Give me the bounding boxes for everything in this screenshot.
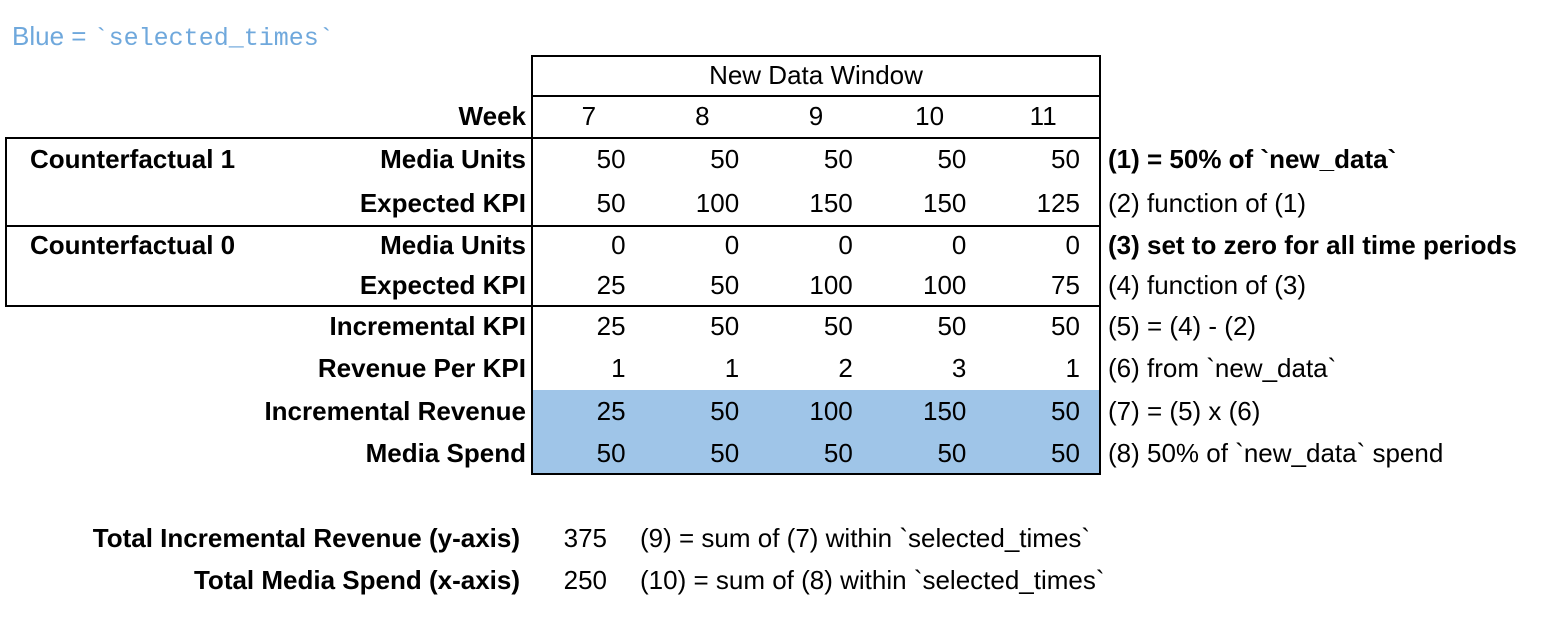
data-cell: 0 [1065, 230, 1080, 260]
data-window-box [531, 55, 1101, 475]
row-label: Expected KPI [359, 188, 526, 218]
border-under-counterfactual0 [5, 305, 1101, 307]
data-cell: 150 [922, 396, 967, 426]
data-cell: 50 [823, 438, 853, 468]
data-cell: 100 [922, 270, 967, 300]
data-cell: 50 [710, 270, 740, 300]
data-cell: 50 [937, 144, 967, 174]
data-cell: 50 [1051, 144, 1080, 174]
week-header: 8 [695, 101, 710, 131]
group-label-counterfactual-1: Counterfactual 1 [30, 144, 236, 174]
row-label: Media Spend [365, 438, 526, 468]
data-cell: 2 [838, 353, 853, 383]
week-label: Week [458, 101, 526, 131]
data-cell: 50 [937, 311, 967, 341]
total-label: Total Incremental Revenue (y-axis) [92, 523, 520, 553]
data-cell: 50 [710, 396, 740, 426]
data-cell: 50 [596, 144, 626, 174]
row-label: Media Units [380, 144, 526, 174]
data-cell: 50 [823, 144, 853, 174]
data-cell: 50 [710, 311, 740, 341]
data-cell: 0 [838, 230, 853, 260]
week-header: 9 [808, 101, 824, 131]
legend-prefix: Blue = [12, 21, 94, 51]
border-under-week-row [5, 137, 1101, 139]
data-cell: 150 [809, 188, 853, 218]
data-cell: 50 [710, 144, 740, 174]
total-note: (10) = sum of (8) within `selected_times` [640, 565, 1105, 595]
legend [12, 18, 334, 54]
border-left-counterfactual-box [5, 137, 7, 307]
total-value: 250 [563, 565, 607, 595]
legend-code: `selected_times` [93, 24, 334, 53]
data-cell: 1 [1065, 353, 1080, 383]
total-row [0, 559, 1544, 601]
data-cell: 50 [1051, 311, 1080, 341]
data-window-title: New Data Window [709, 60, 923, 90]
row-note: (2) function of (1) [1108, 188, 1306, 218]
data-cell: 50 [596, 438, 626, 468]
week-header: 7 [581, 101, 597, 131]
total-label: Total Media Spend (x-axis) [193, 565, 520, 595]
total-note: (9) = sum of (7) within `selected_times` [640, 523, 1091, 553]
data-cell: 25 [596, 270, 626, 300]
border-under-window-title [531, 95, 1101, 97]
data-cell: 50 [1051, 396, 1080, 426]
data-cell: 0 [951, 230, 967, 260]
row-note: (1) = 50% of `new_data` [1108, 144, 1397, 174]
data-cell: 125 [1036, 188, 1080, 218]
row-label: Expected KPI [359, 270, 526, 300]
data-cell: 150 [922, 188, 967, 218]
data-cell: 100 [695, 188, 740, 218]
data-cell: 50 [823, 311, 853, 341]
border-between-counterfactuals [5, 225, 1101, 227]
row-label: Revenue Per KPI [317, 353, 526, 383]
data-cell: 1 [724, 353, 740, 383]
row-note: (4) function of (3) [1108, 270, 1306, 300]
total-row [0, 517, 1544, 559]
data-cell: 1 [611, 353, 626, 383]
data-cell: 75 [1051, 270, 1080, 300]
week-header: 11 [1029, 101, 1057, 131]
total-value: 375 [563, 523, 607, 553]
data-cell: 50 [710, 438, 740, 468]
data-cell: 50 [596, 188, 626, 218]
row-note: (5) = (4) - (2) [1108, 311, 1257, 341]
row-note: (8) 50% of `new_data` spend [1108, 438, 1444, 468]
row-label: Incremental KPI [329, 311, 526, 341]
data-cell: 100 [809, 396, 853, 426]
row-label: Media Units [380, 230, 526, 260]
week-header: 10 [915, 101, 945, 131]
data-cell: 0 [724, 230, 740, 260]
row-note: (6) from `new_data` [1108, 353, 1337, 383]
row-note: (3) set to zero for all time periods [1108, 230, 1517, 260]
data-cell: 3 [951, 353, 967, 383]
data-cell: 50 [1051, 438, 1080, 468]
data-cell: 100 [809, 270, 853, 300]
row-label: Incremental Revenue [264, 396, 526, 426]
data-cell: 0 [611, 230, 626, 260]
data-cell: 50 [937, 438, 967, 468]
row-note: (7) = (5) x (6) [1108, 396, 1261, 426]
data-cell: 25 [596, 311, 626, 341]
group-label-counterfactual-0: Counterfactual 0 [30, 230, 236, 260]
data-cell: 25 [596, 396, 626, 426]
